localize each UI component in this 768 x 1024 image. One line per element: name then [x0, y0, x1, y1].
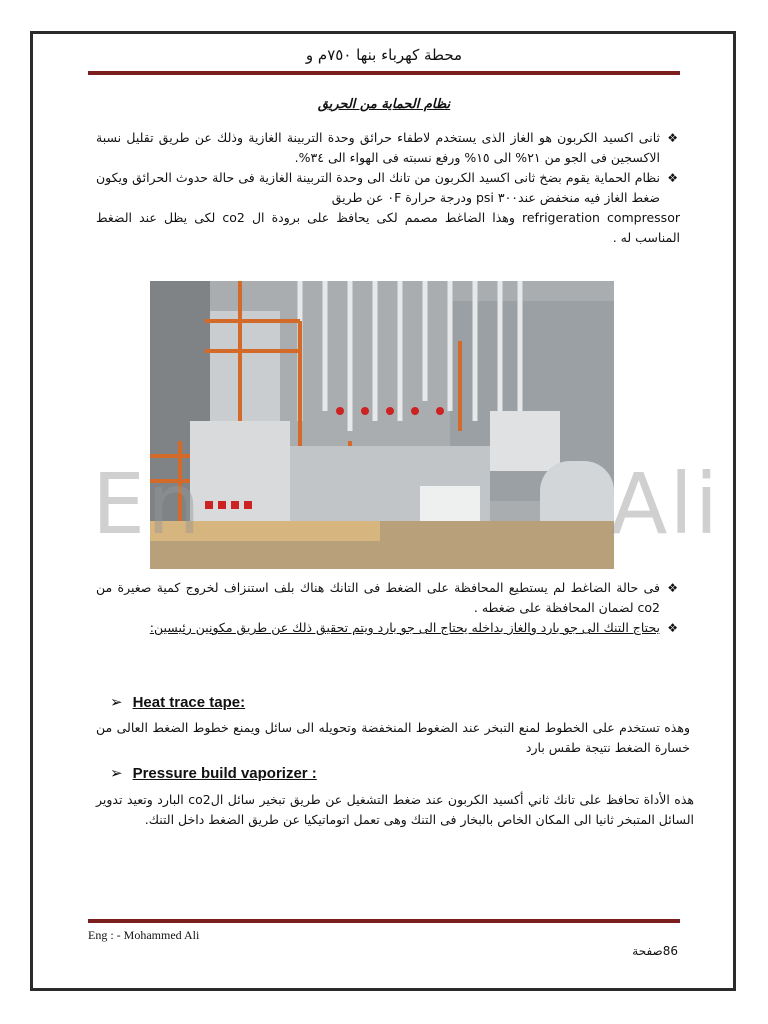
bullet-item — [96, 578, 678, 618]
page-number: 86صفحة — [632, 944, 678, 958]
heading-text: Heat trace tape: — [132, 694, 246, 711]
heat-trace-paragraph: وهذه تستخدم على الخطوط لمنع التبخر عند الضغوط المنخفضة وتحويله الى سائل ويمنع خطوط الضغط العالى من خسارة الضغط نتيجة طقس بارد — [96, 720, 690, 755]
footer-divider — [88, 919, 680, 923]
section-title: نظام الحماية من الحريق — [317, 97, 451, 112]
diamond-bullet-icon: ❖ — [667, 131, 678, 145]
equipment-photo — [150, 281, 614, 569]
diamond-bullet-icon: ❖ — [667, 621, 678, 635]
heading-text: Pressure build vaporizer : — [132, 765, 317, 782]
paragraph-continuation: refrigeration compressor وهذا الضاغط مصمم لكى يحافظ على برودة ال co2 لكى يظل عند الضغط المناسب له . — [96, 210, 680, 245]
top-bullets — [96, 128, 678, 248]
footer-author: Eng : - Mohammed Ali — [88, 928, 200, 942]
pressure-build-paragraph: هذه الأداة تحافظ على تانك ثاني أكسيد الكربون عند ضغط التشغيل عن طريق تبخير سائل الco2 البارد وتعيد تدوير السائل المتبخر ثانيا الى المكان الخاص بالبخار فى التنك وهى تعمل اتوماتيكيا عن طريق الضغط داخل التنك. — [96, 792, 694, 827]
bullet-text: نظام الحماية يقوم بضخ ثانى اكسيد الكربون من تانك الى وحدة التربينة الغازية فى حالة حدوث الحرائق ويكون ضغط الغاز فيه منخفض عند٣٠٠ psi ودرجة حرارة ٠F عن طريق — [96, 170, 660, 205]
bullet-text: ثانى اكسيد الكربون هو الغاز الذى يستخدم لاطفاء حرائق وحدة التربينة الغازية وذلك عن طريق تقليل نسبة الاكسجين فى الجو من ٢١% الى ١٥% ورفع نسبته فى الهواء الى ٣٤%. — [96, 130, 660, 165]
middle-bullets — [96, 578, 678, 638]
page-header-title: محطة كهرباء بنها ٧٥٠م و — [305, 46, 463, 64]
bullet-item — [96, 168, 678, 208]
bullet-item — [96, 128, 678, 168]
diamond-bullet-icon: ❖ — [667, 581, 678, 595]
equipment-illustration — [150, 281, 614, 569]
bullet-item — [96, 618, 678, 638]
arrow-bullet-icon: ➢ — [110, 765, 123, 782]
diamond-bullet-icon: ❖ — [667, 171, 678, 185]
arrow-bullet-icon: ➢ — [110, 694, 123, 711]
watermark-left: En — [92, 455, 203, 553]
bullet-text: يحتاج التنك الى جو بارد والغاز بداخله يحتاج الى جو بارد ويتم تحقيق ذلك عن طريق مكونين رئيسين: — [149, 620, 660, 635]
bullet-text: فى حالة الضاغط لم يستطيع المحافظة على الضغط فى التانك هناك بلف استنزاف لخروج كمية صغيرة من co2 لضمان المحافظة على ضغطه . — [96, 580, 660, 615]
header-divider — [88, 71, 680, 75]
heading-heat-trace — [110, 693, 245, 711]
watermark-right: Ali — [610, 455, 721, 553]
heading-pressure-build — [110, 764, 317, 782]
